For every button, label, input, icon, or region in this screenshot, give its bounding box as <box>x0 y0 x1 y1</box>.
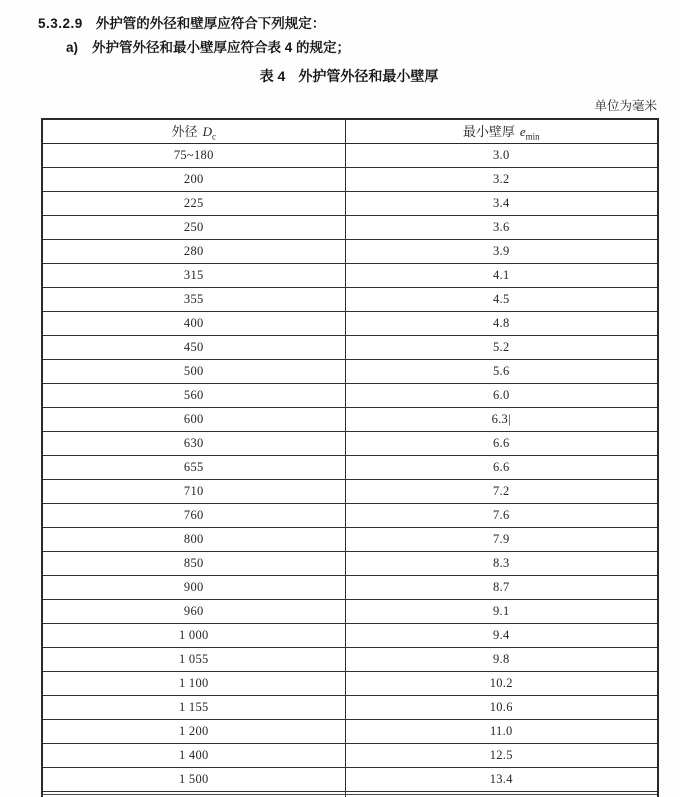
min-wall-thickness-cell: 13.4 <box>345 767 658 791</box>
outer-diameter-cell: 315 <box>42 263 345 287</box>
outer-diameter-cell: 800 <box>42 527 345 551</box>
outer-diameter-cell: 960 <box>42 599 345 623</box>
outer-diameter-cell: 600 <box>42 407 345 431</box>
outer-diameter-cell: 225 <box>42 191 345 215</box>
outer-diameter-cell: 850 <box>42 551 345 575</box>
min-wall-thickness-cell: 9.8 <box>345 647 658 671</box>
min-wall-thickness-cell: 9.4 <box>345 623 658 647</box>
table-row <box>42 263 658 287</box>
min-wall-thickness-cell: 12.5 <box>345 743 658 767</box>
table-row <box>42 719 658 743</box>
outer-diameter-cell: 75~180 <box>42 143 345 167</box>
table-row <box>42 143 658 167</box>
table-row <box>42 191 658 215</box>
outer-diameter-cell: 655 <box>42 455 345 479</box>
table-row <box>42 359 658 383</box>
min-wall-thickness-cell: 3.2 <box>345 167 658 191</box>
outer-diameter-cell: 200 <box>42 167 345 191</box>
table-row <box>42 167 658 191</box>
outer-diameter-header-label: 外径 <box>171 123 198 139</box>
table-row <box>42 383 658 407</box>
clause-heading <box>38 15 680 32</box>
table-row <box>42 503 658 527</box>
min-wall-thickness-cell: 8.7 <box>345 575 658 599</box>
min-wall-thickness-header-label: 最小壁厚 <box>462 123 515 139</box>
outer-diameter-cell: 450 <box>42 335 345 359</box>
clause-text: 外护管的外径和壁厚应符合下列规定： <box>95 16 326 31</box>
min-wall-thickness-header <box>345 119 658 143</box>
table-row <box>42 431 658 455</box>
outer-diameter-cell: 1 500 <box>42 767 345 791</box>
outer-diameter-cell: 250 <box>42 215 345 239</box>
min-wall-thickness-cell: 5.6 <box>345 359 658 383</box>
table-rows <box>42 143 658 791</box>
min-wall-thickness-cell: 7.2 <box>345 479 658 503</box>
table-row <box>42 743 658 767</box>
min-wall-thickness-cell: 4.1 <box>345 263 658 287</box>
outer-diameter-cell: 1 200 <box>42 719 345 743</box>
table-row <box>42 695 658 719</box>
outer-diameter-cell: 560 <box>42 383 345 407</box>
list-item-text: 外护管外径和最小壁厚应符合表 4 的规定； <box>92 40 351 55</box>
outer-diameter-cell: 280 <box>42 239 345 263</box>
outer-diameter-cell: 1 155 <box>42 695 345 719</box>
min-wall-thickness-cell: 5.2 <box>345 335 658 359</box>
outer-diameter-cell: 630 <box>42 431 345 455</box>
table-row <box>42 527 658 551</box>
unit-note: 单位为毫米 <box>594 99 657 113</box>
table-row <box>42 623 658 647</box>
outer-diameter-cell: 1 055 <box>42 647 345 671</box>
min-wall-thickness-cell: 10.2 <box>345 671 658 695</box>
min-wall-thickness-cell: 3.4 <box>345 191 658 215</box>
table-row <box>42 767 658 791</box>
outer-diameter-cell: 1 400 <box>42 743 345 767</box>
table-row <box>42 671 658 695</box>
list-item-a <box>66 39 680 56</box>
table-row <box>42 599 658 623</box>
min-wall-thickness-cell: 6.6 <box>345 431 658 455</box>
min-wall-thickness-cell: 4.5 <box>345 287 658 311</box>
table-row <box>42 647 658 671</box>
min-wall-thickness-cell: 8.3 <box>345 551 658 575</box>
table-row <box>42 407 658 431</box>
outer-diameter-cell: 760 <box>42 503 345 527</box>
table-row <box>42 335 658 359</box>
outer-diameter-header <box>42 119 345 143</box>
table-row <box>42 455 658 479</box>
outer-diameter-cell: 1 100 <box>42 671 345 695</box>
outer-diameter-cell: 1 000 <box>42 623 345 647</box>
symbol-D-subscript: c <box>211 131 216 142</box>
table-row <box>42 215 658 239</box>
symbol-e: e <box>519 123 526 139</box>
table-row <box>42 479 658 503</box>
table-row <box>42 551 658 575</box>
min-wall-thickness-cell: 11.0 <box>345 719 658 743</box>
min-wall-thickness-cell: 6.6 <box>345 455 658 479</box>
outer-diameter-cell: 900 <box>42 575 345 599</box>
list-item-label: a) <box>66 40 79 55</box>
outer-diameter-cell: 500 <box>42 359 345 383</box>
min-wall-thickness-cell: 3.6 <box>345 215 658 239</box>
table-row <box>42 239 658 263</box>
min-wall-thickness-cell: 7.9 <box>345 527 658 551</box>
table-caption <box>41 67 657 85</box>
outer-casing-dimension-table <box>41 118 659 797</box>
clause-number: 5.3.2.9 <box>38 16 83 31</box>
table-header-row <box>42 119 658 143</box>
outer-diameter-cell: 400 <box>42 311 345 335</box>
table-row <box>42 287 658 311</box>
table-continuation-rule <box>41 794 657 795</box>
min-wall-thickness-cell: 3.0 <box>345 143 658 167</box>
min-wall-thickness-cell: 7.6 <box>345 503 658 527</box>
min-wall-thickness-cell: 6.3| <box>345 407 658 431</box>
symbol-e-subscript: min <box>525 131 540 142</box>
outer-diameter-cell: 710 <box>42 479 345 503</box>
min-wall-thickness-cell: 10.6 <box>345 695 658 719</box>
outer-diameter-cell: 355 <box>42 287 345 311</box>
table-caption-title: 外护管外径和最小壁厚 <box>298 68 439 84</box>
min-wall-thickness-cell: 6.0 <box>345 383 658 407</box>
min-wall-thickness-cell: 4.8 <box>345 311 658 335</box>
min-wall-thickness-cell: 3.9 <box>345 239 658 263</box>
symbol-D: D <box>202 123 212 139</box>
table-caption-label: 表 4 <box>259 68 286 84</box>
table-row <box>42 575 658 599</box>
table-row <box>42 311 658 335</box>
min-wall-thickness-cell: 9.1 <box>345 599 658 623</box>
